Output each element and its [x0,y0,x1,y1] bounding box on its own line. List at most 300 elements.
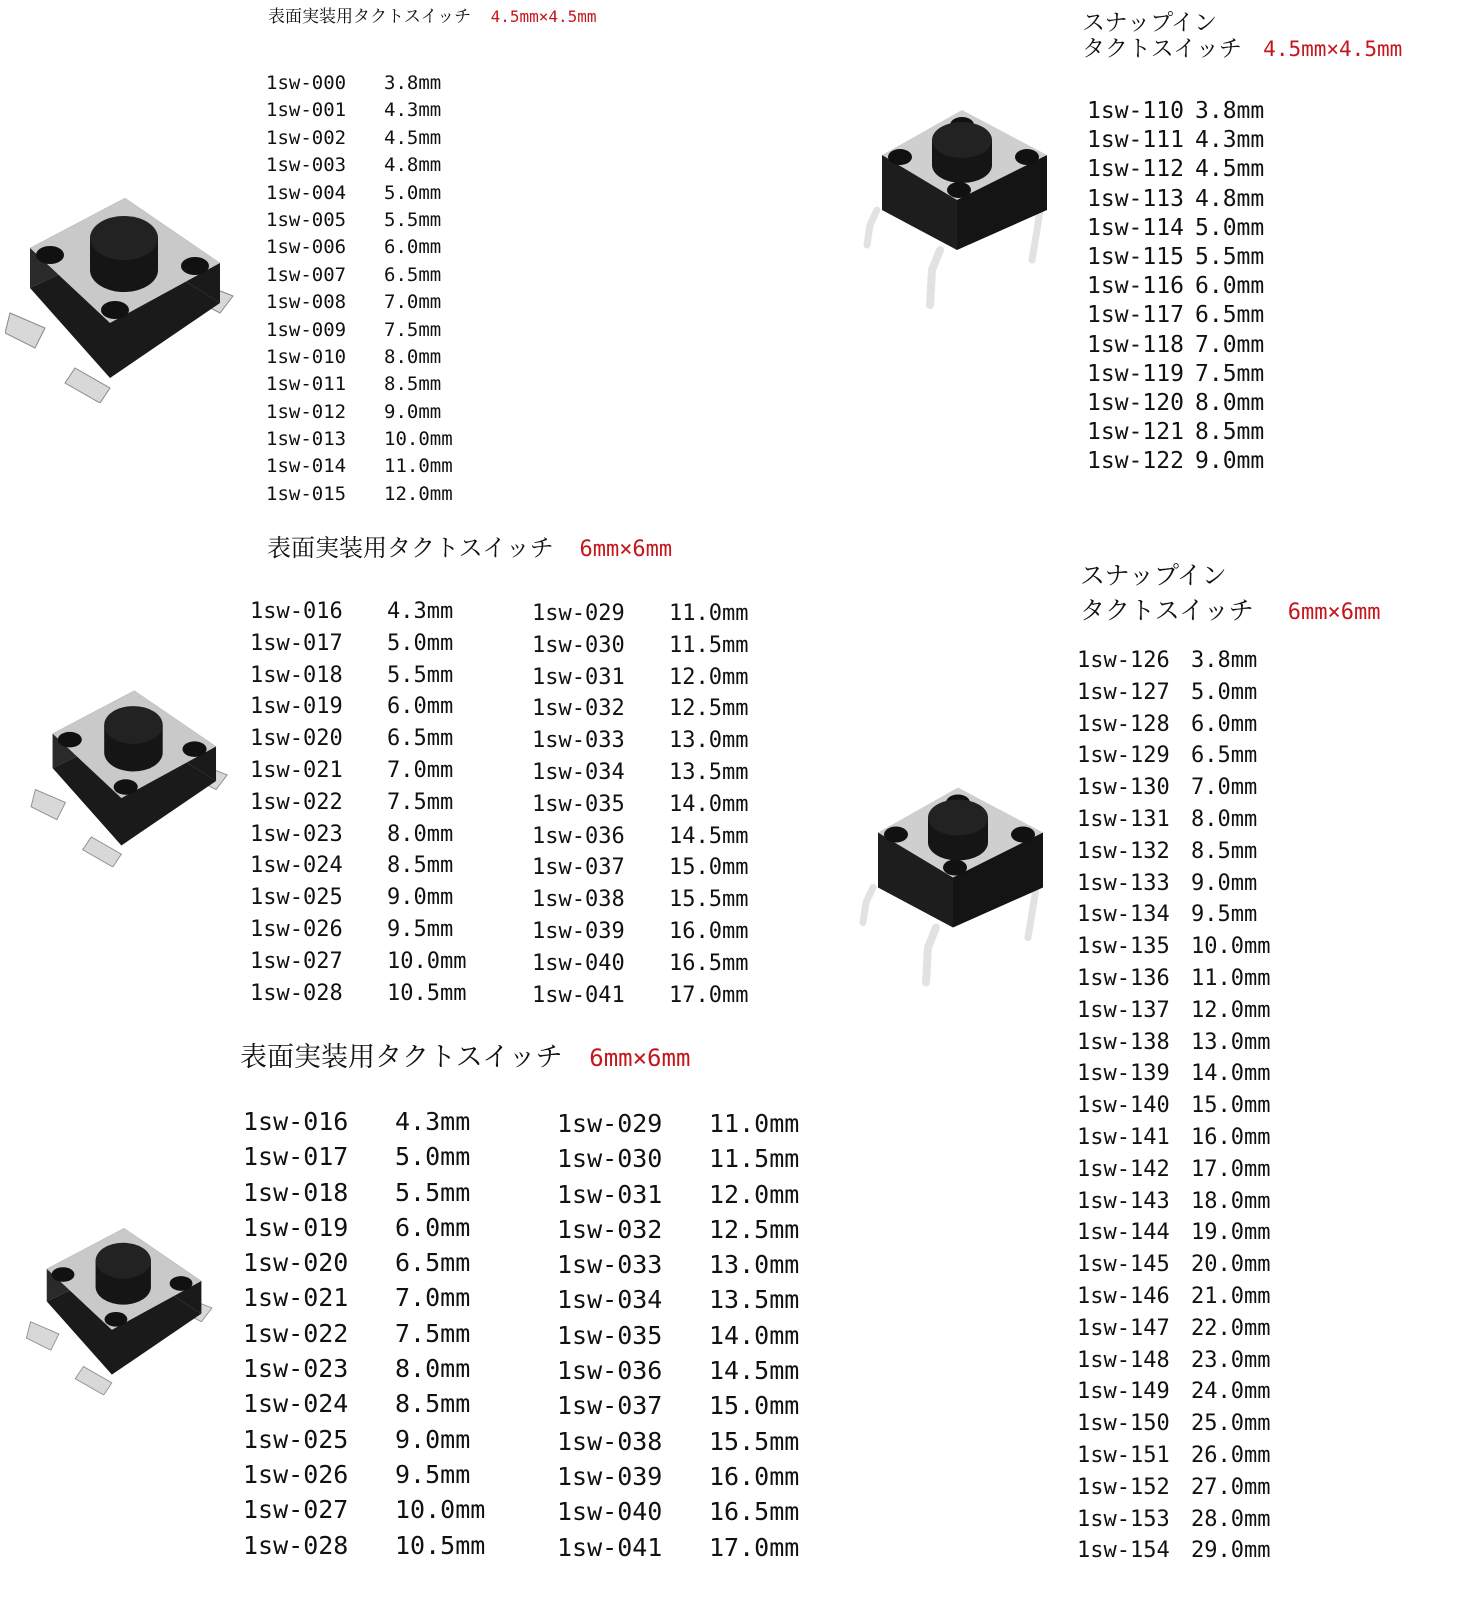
part-number: 1sw-038 [532,887,625,913]
part-number: 1sw-018 [243,1177,349,1207]
part-number: 1sw-036 [557,1356,663,1386]
plunger-height: 4.3mm [395,1107,471,1136]
plunger-height: 15.5mm [709,1426,800,1456]
part-number: 1sw-004 [266,181,347,204]
part-number: 1sw-020 [243,1248,349,1278]
section-size: 6mm×6mm [589,1044,691,1072]
part-number: 1sw-131 [1077,806,1170,832]
part-row [1087,272,1264,301]
part-number: 1sw-029 [532,601,625,626]
part-row [243,1104,485,1139]
section-title-text: 表面実装用タクトスイッチ [240,1042,563,1073]
plunger-height: 17.0mm [709,1532,800,1562]
part-number: 1sw-039 [557,1461,663,1491]
plunger-height: 6.0mm [1191,711,1258,737]
part-number: 1sw-026 [243,1459,349,1489]
part-row [1077,1440,1270,1472]
plunger-height: 12.0mm [1191,997,1271,1023]
part-number: 1sw-009 [266,318,347,341]
plunger-height: 10.0mm [387,948,467,974]
plunger-height: 8.5mm [1191,838,1258,864]
plunger-height: 12.0mm [384,482,453,505]
plunger-height: 8.5mm [387,853,454,879]
plunger-height: 20.0mm [1191,1252,1271,1278]
plunger-height: 28.0mm [1191,1506,1271,1532]
part-number: 1sw-041 [557,1532,663,1562]
part-row [532,630,748,662]
plunger-height: 16.5mm [669,950,749,976]
section-title-text: 表面実装用タクトスイッチ [267,534,554,562]
part-number: 1sw-027 [250,948,343,974]
plunger-height: 18.0mm [1191,1188,1271,1214]
part-row [1077,1217,1270,1249]
part-row [250,978,466,1010]
plunger-height: 12.5mm [709,1214,800,1244]
part-row [243,1280,485,1315]
part-row [243,1210,485,1245]
part-row [1087,126,1264,155]
part-number: 1sw-011 [266,373,347,396]
part-number: 1sw-028 [243,1530,349,1560]
plunger-height: 14.0mm [709,1320,800,1350]
part-number: 1sw-039 [532,918,625,944]
plunger-height: 14.5mm [669,823,749,849]
plunger-height: 12.0mm [709,1179,800,1209]
part-row [1077,1186,1270,1218]
part-row [250,755,466,787]
part-number: 1sw-034 [532,759,625,785]
part-row [243,1422,485,1457]
plunger-height: 5.0mm [384,181,442,204]
part-row [557,1388,799,1423]
plunger-height: 10.5mm [387,980,467,1006]
part-number: 1sw-022 [250,789,343,815]
plunger-height: 13.0mm [669,728,749,754]
section-size: 6mm×6mm [1287,600,1381,625]
plunger-height: 6.0mm [387,694,454,720]
plunger-height: 3.8mm [1195,98,1265,124]
part-number: 1sw-122 [1087,448,1184,475]
part-row [266,152,453,179]
part-number: 1sw-029 [557,1109,663,1138]
plunger-height: 16.0mm [1191,1124,1271,1150]
plunger-height: 9.5mm [387,916,454,942]
part-row [243,1175,485,1210]
part-number: 1sw-031 [532,664,625,690]
section-title [267,535,672,563]
plunger-height: 7.0mm [1195,331,1265,358]
plunger-height: 10.0mm [395,1495,486,1525]
part-row [266,481,453,508]
part-row [1077,963,1270,995]
part-number: 1sw-014 [266,455,347,478]
plunger-height: 11.5mm [709,1144,800,1174]
part-number: 1sw-036 [532,823,625,849]
plunger-height: 9.0mm [1195,448,1265,475]
part-row [266,453,453,480]
part-row [1077,709,1270,741]
part-number: 1sw-016 [243,1107,349,1136]
part-number: 1sw-135 [1077,934,1170,960]
section-title [1080,558,1380,629]
part-row [532,693,748,725]
plunger-height: 5.5mm [387,662,454,688]
plunger-height: 4.5mm [1195,156,1265,183]
part-row [266,180,453,207]
part-row [250,850,466,882]
part-number: 1sw-033 [532,728,625,754]
part-number: 1sw-032 [532,696,625,722]
part-number: 1sw-003 [266,154,347,177]
plunger-height: 29.0mm [1191,1538,1271,1564]
part-row [1087,185,1264,214]
plunger-height: 7.0mm [1191,775,1258,801]
part-row [532,598,748,630]
part-row [243,1351,485,1386]
plunger-height: 11.5mm [669,632,749,658]
part-row [250,946,466,978]
plunger-height: 7.0mm [384,291,442,314]
part-row [557,1177,799,1212]
plunger-height: 4.3mm [387,599,454,624]
snap-in-tact-switch-image [862,100,1062,310]
part-number: 1sw-019 [250,694,343,720]
plunger-height: 8.0mm [384,345,442,368]
plunger-height: 21.0mm [1191,1283,1271,1309]
part-row [1087,331,1264,360]
part-row [250,628,466,660]
plunger-height: 8.5mm [395,1389,471,1419]
part-number: 1sw-138 [1077,1029,1170,1055]
plunger-height: 5.5mm [1195,243,1265,270]
part-number: 1sw-035 [532,791,625,817]
part-number: 1sw-025 [243,1424,349,1454]
part-row [1077,1472,1270,1504]
part-number: 1sw-026 [250,916,343,942]
plunger-height: 13.0mm [1191,1029,1271,1055]
plunger-height: 5.0mm [387,630,454,656]
part-row [1077,1535,1270,1567]
part-number: 1sw-151 [1077,1442,1170,1468]
part-row [250,691,466,723]
plunger-height: 5.0mm [395,1142,471,1172]
part-number: 1sw-013 [266,428,347,451]
plunger-height: 6.0mm [395,1212,471,1242]
part-number: 1sw-110 [1087,98,1184,124]
part-row [1077,804,1270,836]
plunger-height: 10.5mm [395,1530,486,1560]
plunger-height: 6.5mm [395,1248,471,1278]
part-row [266,97,453,124]
part-row [1087,155,1264,184]
part-number: 1sw-000 [266,72,347,94]
part-number: 1sw-113 [1087,185,1184,212]
part-row [532,821,748,853]
plunger-height: 22.0mm [1191,1315,1271,1341]
section-size: 4.5mm×4.5mm [490,7,597,26]
plunger-height: 7.5mm [384,318,442,341]
part-number: 1sw-041 [532,982,625,1008]
plunger-height: 13.0mm [709,1250,800,1280]
part-number: 1sw-017 [243,1142,349,1172]
part-number: 1sw-022 [243,1318,349,1348]
plunger-height: 26.0mm [1191,1442,1271,1468]
plunger-height: 4.5mm [384,126,442,149]
part-number: 1sw-037 [532,855,625,881]
smd-tact-switch-image [5,188,235,403]
part-row [557,1424,799,1459]
plunger-height: 5.5mm [384,208,442,231]
part-number: 1sw-021 [250,757,343,783]
plunger-height: 15.0mm [709,1391,800,1421]
part-number: 1sw-136 [1077,965,1170,991]
plunger-height: 13.5mm [709,1285,800,1315]
part-number: 1sw-020 [250,726,343,752]
part-row [243,1457,485,1492]
plunger-height: 12.0mm [669,664,749,690]
part-row [557,1141,799,1176]
part-number: 1sw-119 [1087,360,1184,387]
plunger-height: 8.0mm [387,821,454,847]
part-row [250,723,466,755]
part-row [266,399,453,426]
part-table [1087,97,1264,476]
part-row [1087,418,1264,447]
part-row [266,70,453,97]
part-row [250,660,466,692]
plunger-height: 5.0mm [1191,679,1258,705]
part-number: 1sw-152 [1077,1474,1170,1500]
plunger-height: 16.5mm [709,1497,800,1527]
plunger-height: 23.0mm [1191,1347,1271,1373]
part-number: 1sw-018 [250,662,343,688]
plunger-height: 9.0mm [395,1424,471,1454]
plunger-height: 11.0mm [1191,965,1271,991]
part-number: 1sw-033 [557,1250,663,1280]
part-row [1077,1154,1270,1186]
plunger-height: 10.0mm [1191,934,1271,960]
part-table [532,598,748,1011]
plunger-height: 10.0mm [384,428,453,451]
part-number: 1sw-030 [532,632,625,658]
plunger-height: 6.0mm [1195,273,1265,300]
part-row [532,916,748,948]
part-number: 1sw-120 [1087,389,1184,416]
plunger-height: 16.0mm [669,918,749,944]
part-row [1077,1345,1270,1377]
part-row [1077,1058,1270,1090]
plunger-height: 15.0mm [1191,1093,1271,1119]
part-row [266,234,453,261]
part-number: 1sw-024 [250,853,343,879]
part-row [1077,1504,1270,1536]
part-number: 1sw-130 [1077,775,1170,801]
part-number: 1sw-008 [266,291,347,314]
part-row [266,426,453,453]
part-row [1087,389,1264,418]
plunger-height: 27.0mm [1191,1474,1271,1500]
plunger-height: 9.0mm [1191,870,1258,896]
part-row [532,789,748,821]
part-number: 1sw-028 [250,980,343,1006]
plunger-height: 3.8mm [1191,648,1258,673]
part-row [557,1530,799,1565]
snap-in-tact-switch-image [858,775,1058,990]
part-number: 1sw-118 [1087,331,1184,358]
part-row [1077,868,1270,900]
plunger-height: 15.0mm [669,855,749,881]
section-size: 4.5mm×4.5mm [1263,37,1403,62]
part-number: 1sw-040 [532,950,625,976]
plunger-height: 7.5mm [395,1318,471,1348]
part-number: 1sw-132 [1077,838,1170,864]
part-row [557,1212,799,1247]
part-number: 1sw-114 [1087,214,1184,241]
plunger-height: 4.8mm [384,154,442,177]
plunger-height: 7.5mm [1195,360,1265,387]
part-row [1077,1122,1270,1154]
part-number: 1sw-038 [557,1426,663,1456]
part-row [1077,836,1270,868]
part-number: 1sw-035 [557,1320,663,1350]
plunger-height: 14.0mm [669,791,749,817]
part-row [266,207,453,234]
part-row [1077,1376,1270,1408]
part-row [243,1528,485,1563]
part-number: 1sw-142 [1077,1156,1170,1182]
part-row [532,662,748,694]
part-row [1077,1249,1270,1281]
plunger-height: 11.0mm [384,455,453,478]
part-number: 1sw-023 [243,1354,349,1384]
part-row [1077,645,1270,677]
section-title [268,8,597,28]
part-row [250,596,466,628]
part-row [557,1353,799,1388]
part-number: 1sw-149 [1077,1379,1170,1405]
part-table [266,70,453,508]
plunger-height: 14.0mm [1191,1061,1271,1087]
part-number: 1sw-023 [250,821,343,847]
part-number: 1sw-006 [266,236,347,259]
part-row [1087,360,1264,389]
plunger-height: 16.0mm [709,1461,800,1491]
part-row [557,1247,799,1282]
part-number: 1sw-141 [1077,1124,1170,1150]
part-number: 1sw-034 [557,1285,663,1315]
part-number: 1sw-148 [1077,1347,1170,1373]
part-number: 1sw-040 [557,1497,663,1527]
plunger-height: 5.0mm [1195,214,1265,241]
plunger-height: 12.5mm [669,696,749,722]
part-number: 1sw-129 [1077,743,1170,769]
part-row [266,125,453,152]
part-number: 1sw-154 [1077,1538,1170,1564]
plunger-height: 25.0mm [1191,1411,1271,1437]
part-table [250,596,466,1009]
part-row [532,725,748,757]
part-row [266,371,453,398]
part-row [1087,447,1264,476]
part-number: 1sw-030 [557,1144,663,1174]
plunger-height: 9.5mm [395,1459,471,1489]
section-title-line1: スナップイン [1080,561,1227,590]
part-number: 1sw-126 [1077,648,1170,673]
plunger-height: 6.5mm [1191,743,1258,769]
part-row [266,317,453,344]
part-row [557,1106,799,1141]
plunger-height: 4.3mm [1195,127,1265,154]
part-row [243,1492,485,1527]
part-number: 1sw-117 [1087,302,1184,329]
part-row [1077,899,1270,931]
part-number: 1sw-007 [266,263,347,286]
part-row [532,948,748,980]
part-row [1077,740,1270,772]
part-number: 1sw-017 [250,630,343,656]
part-row [243,1245,485,1280]
part-row [557,1459,799,1494]
part-row [1077,677,1270,709]
part-row [532,884,748,916]
part-number: 1sw-150 [1077,1411,1170,1437]
part-number: 1sw-137 [1077,997,1170,1023]
part-number: 1sw-025 [250,885,343,911]
part-number: 1sw-111 [1087,127,1184,154]
plunger-height: 6.0mm [384,236,442,259]
part-number: 1sw-116 [1087,273,1184,300]
part-row [243,1139,485,1174]
part-row [557,1282,799,1317]
part-row [266,289,453,316]
part-row [532,852,748,884]
plunger-height: 6.5mm [384,263,442,286]
plunger-height: 6.5mm [387,726,454,752]
plunger-height: 11.0mm [669,601,749,626]
part-row [1077,772,1270,804]
part-number: 1sw-134 [1077,902,1170,928]
plunger-height: 17.0mm [1191,1156,1271,1182]
section-title-line1: スナップイン [1082,10,1218,36]
part-number: 1sw-037 [557,1391,663,1421]
part-row [1077,995,1270,1027]
part-row [1087,214,1264,243]
part-number: 1sw-024 [243,1389,349,1419]
part-number: 1sw-005 [266,208,347,231]
part-table [557,1106,799,1565]
plunger-height: 14.5mm [709,1356,800,1386]
plunger-height: 9.0mm [387,885,454,911]
plunger-height: 13.5mm [669,759,749,785]
part-row [1077,1313,1270,1345]
part-row [1077,1408,1270,1440]
part-number: 1sw-015 [266,482,347,505]
plunger-height: 8.5mm [1195,419,1265,446]
part-number: 1sw-146 [1077,1283,1170,1309]
part-table [243,1104,485,1563]
part-number: 1sw-133 [1077,870,1170,896]
part-row [266,262,453,289]
part-number: 1sw-143 [1077,1188,1170,1214]
smd-tact-switch-image [25,1220,215,1395]
part-number: 1sw-128 [1077,711,1170,737]
part-number: 1sw-144 [1077,1220,1170,1246]
smd-tact-switch-image [30,682,230,867]
part-row [1087,97,1264,126]
part-row [557,1318,799,1353]
part-row [266,344,453,371]
part-row [250,787,466,819]
